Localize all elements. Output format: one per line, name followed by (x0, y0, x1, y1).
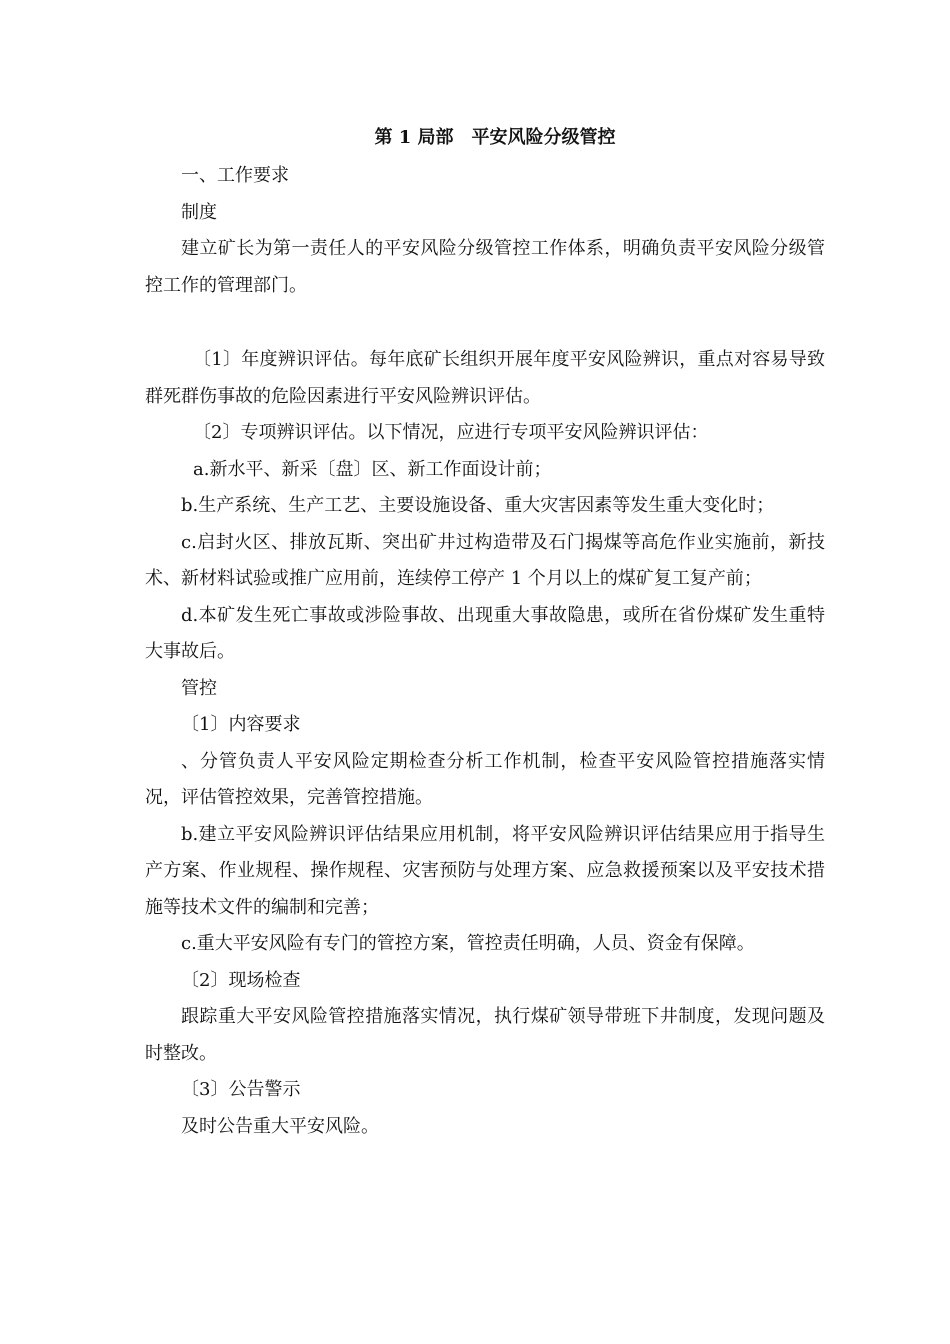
paragraph-result-application: b.建立平安风险辨识评估结果应用机制，将平安风险辨识评估结果应用于指导生产方案、作业规程、操作规程、灾害预防与处理方案、应急救援预案以及平安技术措施等技术文件的编制和完善； (145, 823, 825, 918)
subheading-content-requirements: 〔1〕内容要求 (181, 714, 301, 735)
subheading-public-warning: 〔3〕公告警示 (181, 1079, 301, 1100)
document-body (145, 118, 825, 1145)
subheading-system: 制度 (181, 201, 217, 223)
subheading-control: 管控 (181, 677, 217, 699)
paragraph-annual-assessment: 〔1〕年度辨识评估。每年底矿长组织开展年度平安风险辨识，重点对容易导致群死群伤事故的危险因素进行平安风险辨识评估。 (145, 349, 825, 407)
paragraph-system-description: 建立矿长为第一责任人的平安风险分级管控工作体系，明确负责平安风险分级管控工作的管理部门。 (145, 238, 825, 296)
paragraph-major-risk-plan: c.重大平安风险有专门的管控方案，管控责任明确，人员、资金有保障。 (181, 933, 755, 954)
subheading-site-inspection: 〔2〕现场检查 (181, 969, 301, 991)
paragraph-public-warning: 及时公告重大平安风险。 (181, 1115, 379, 1137)
paragraph-site-inspection: 跟踪重大平安风险管控措施落实情况，执行煤矿领导带班下井制度，发现问题及时整改。 (145, 1006, 825, 1064)
paragraph-inspection-mechanism: 、分管负责人平安风险定期检查分析工作机制，检查平安风险管控措施落实情况，评估管控效果，完善管控措施。 (145, 750, 825, 808)
list-item-b: b.生产系统、生产工艺、主要设施设备、重大灾害因素等发生重大变化时； (181, 495, 775, 516)
list-item-d: d.本矿发生死亡事故或涉险事故、出现重大事故隐患，或所在省份煤矿发生重特大事故后。 (145, 604, 825, 662)
blank-space (145, 304, 825, 342)
paragraph-special-assessment: 〔2〕专项辨识评估。以下情况，应进行专项平安风险辨识评估： (193, 422, 709, 443)
page-title: 第 1 局部 平安风险分级管控 (374, 127, 616, 148)
section-heading-work-requirements: 一、工作要求 (181, 165, 289, 186)
list-item-a: a.新水平、新采〔盘〕区、新工作面设计前； (193, 458, 552, 480)
list-item-c: c.启封火区、排放瓦斯、突出矿井过构造带及石门揭煤等高危作业实施前，新技术、新材料试验或推广应用前，连续停工停产 1 个月以上的煤矿复工复产前； (145, 531, 825, 589)
